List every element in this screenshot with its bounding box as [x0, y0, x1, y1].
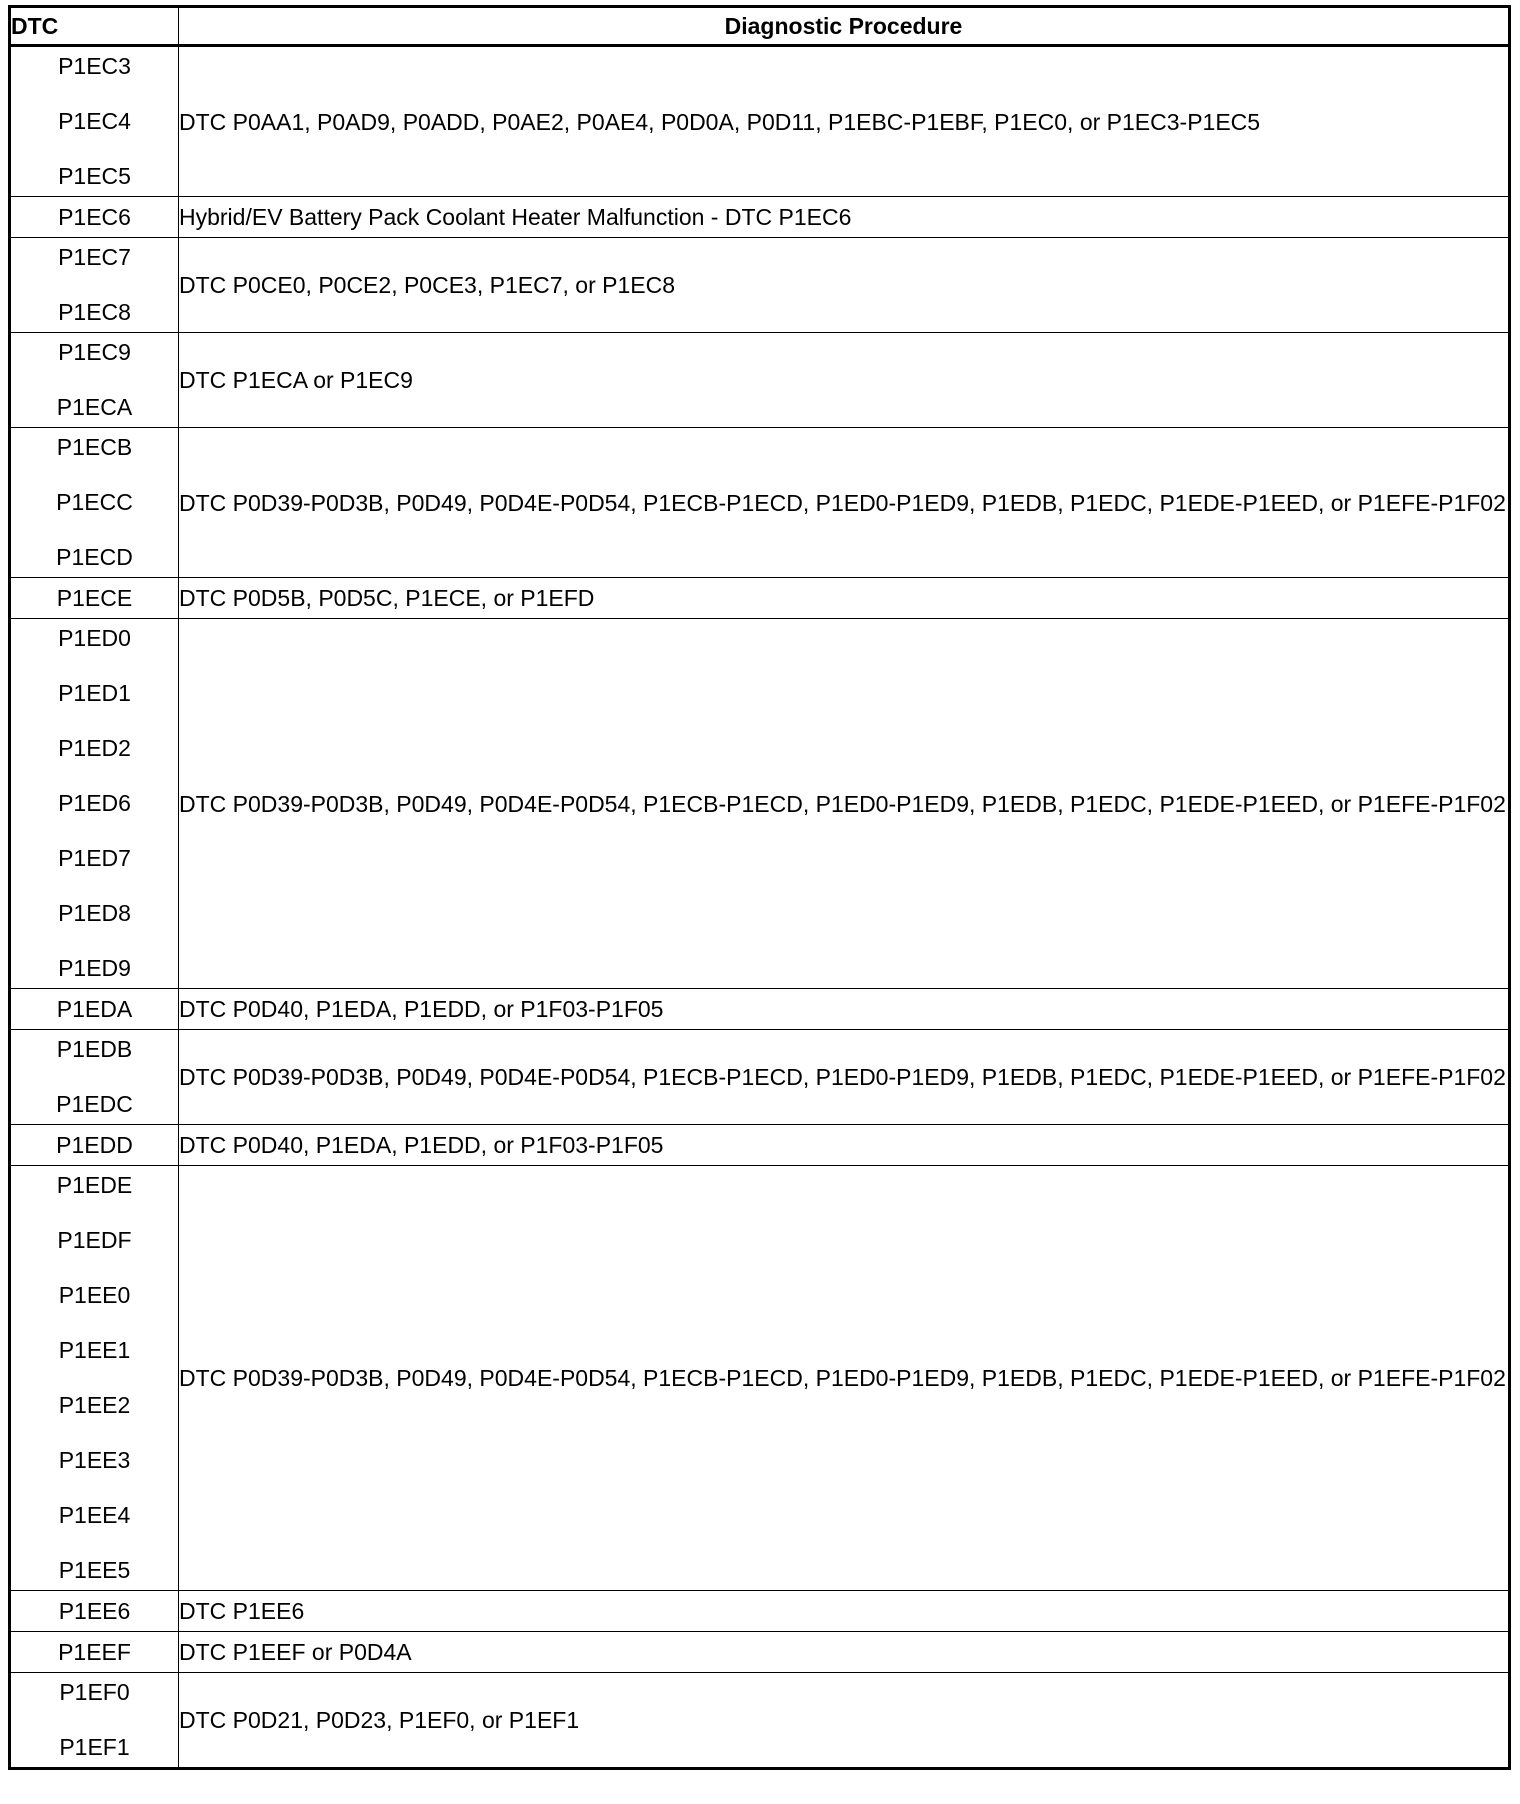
table-row: [10, 578, 1510, 619]
dtc-codes-cell: [10, 1673, 179, 1769]
dtc-code: P1EC6: [58, 204, 131, 230]
dtc-code: P1ED2: [58, 735, 131, 761]
dtc-code: P1EDF: [57, 1227, 132, 1253]
table-row: [10, 46, 1510, 197]
dtc-code: P1EE2: [58, 1392, 131, 1418]
table-body: [10, 46, 1510, 1769]
table-row: [10, 1166, 1510, 1591]
dtc-code: P1EF0: [59, 1679, 130, 1705]
header-row: [10, 7, 1510, 46]
table-row: [10, 1591, 1510, 1632]
dtc-code: P1ED0: [58, 625, 131, 651]
header-dtc: DTC: [10, 7, 179, 46]
table-row: [10, 1125, 1510, 1166]
diagnostic-procedure-cell: DTC P0D39-P0D3B, P0D49, P0D4E-P0D54, P1ECB-P1ECD, P1ED0-P1ED9, P1EDB, P1EDC, P1EDE-P1EED, or P1EFE-P1F02: [179, 1030, 1510, 1125]
diagnostic-procedure-cell: DTC P0D40, P1EDA, P1EDD, or P1F03-P1F05: [179, 989, 1510, 1030]
dtc-codes-cell: [10, 428, 179, 578]
dtc-codes-cell: [10, 238, 179, 333]
dtc-code: P1EDA: [56, 996, 133, 1022]
diagnostic-procedure-cell: DTC P0CE0, P0CE2, P0CE3, P1EC7, or P1EC8: [179, 238, 1510, 333]
header-diagnostic-procedure: Diagnostic Procedure: [179, 7, 1510, 46]
dtc-table: [8, 5, 1511, 1770]
dtc-code: P1EDE: [56, 1172, 133, 1198]
dtc-code: P1ED7: [58, 845, 131, 871]
table-row: [10, 1673, 1510, 1769]
table-row: [10, 238, 1510, 333]
dtc-code: P1ECB: [56, 434, 133, 460]
dtc-code: P1EDD: [56, 1132, 133, 1158]
diagnostic-procedure-cell: DTC P0D39-P0D3B, P0D49, P0D4E-P0D54, P1ECB-P1ECD, P1ED0-P1ED9, P1EDB, P1EDC, P1EDE-P1EED, or P1EFE-P1F02: [179, 1166, 1510, 1591]
dtc-code: P1ED9: [58, 955, 131, 981]
dtc-code: P1EC8: [58, 299, 131, 325]
diagnostic-procedure-cell: DTC P0D21, P0D23, P1EF0, or P1EF1: [179, 1673, 1510, 1769]
table-row: [10, 619, 1510, 989]
dtc-code: P1ECD: [56, 544, 133, 570]
table-row: [10, 989, 1510, 1030]
dtc-code: P1ECC: [56, 489, 133, 515]
diagnostic-procedure-cell: DTC P0AA1, P0AD9, P0ADD, P0AE2, P0AE4, P0D0A, P0D11, P1EBC-P1EBF, P1EC0, or P1EC3-P1EC5: [179, 46, 1510, 197]
dtc-codes-cell: [10, 619, 179, 989]
dtc-code: P1ED6: [58, 790, 131, 816]
diagnostic-procedure-cell: Hybrid/EV Battery Pack Coolant Heater Malfunction - DTC P1EC6: [179, 197, 1510, 238]
dtc-code: P1EE0: [58, 1282, 131, 1308]
dtc-code: P1EF1: [59, 1734, 130, 1760]
dtc-code: P1ED1: [58, 680, 131, 706]
dtc-code: P1EC4: [58, 108, 131, 134]
dtc-code: P1EDB: [56, 1036, 133, 1062]
dtc-code: P1EDC: [56, 1091, 133, 1117]
table-row: [10, 1632, 1510, 1673]
dtc-codes-cell: [10, 46, 179, 197]
dtc-code: P1EC7: [58, 244, 131, 270]
dtc-codes-cell: [10, 1591, 179, 1632]
dtc-codes-cell: [10, 1030, 179, 1125]
dtc-codes-cell: [10, 333, 179, 428]
table-row: [10, 197, 1510, 238]
dtc-code: P1EE5: [58, 1557, 131, 1583]
dtc-code: P1EEF: [58, 1639, 131, 1665]
dtc-code: P1EE1: [58, 1337, 131, 1363]
dtc-code: P1EE4: [58, 1502, 131, 1528]
diagnostic-procedure-cell: DTC P1EE6: [179, 1591, 1510, 1632]
diagnostic-procedure-cell: DTC P1ECA or P1EC9: [179, 333, 1510, 428]
diagnostic-procedure-cell: DTC P0D40, P1EDA, P1EDD, or P1F03-P1F05: [179, 1125, 1510, 1166]
table-row: [10, 333, 1510, 428]
dtc-code: P1EC5: [58, 163, 131, 189]
table-row: [10, 1030, 1510, 1125]
diagnostic-procedure-cell: DTC P0D5B, P0D5C, P1ECE, or P1EFD: [179, 578, 1510, 619]
dtc-codes-cell: [10, 1166, 179, 1591]
diagnostic-procedure-cell: DTC P1EEF or P0D4A: [179, 1632, 1510, 1673]
dtc-code: P1EC9: [58, 339, 131, 365]
dtc-code: P1EE6: [58, 1598, 131, 1624]
table-row: [10, 428, 1510, 578]
diagnostic-procedure-cell: DTC P0D39-P0D3B, P0D49, P0D4E-P0D54, P1ECB-P1ECD, P1ED0-P1ED9, P1EDB, P1EDC, P1EDE-P1EED, or P1EFE-P1F02: [179, 619, 1510, 989]
dtc-code: P1EC3: [58, 53, 131, 79]
dtc-code: P1EE3: [58, 1447, 131, 1473]
dtc-code: P1ECA: [56, 394, 133, 420]
dtc-code: P1ED8: [58, 900, 131, 926]
diagnostic-procedure-cell: DTC P0D39-P0D3B, P0D49, P0D4E-P0D54, P1ECB-P1ECD, P1ED0-P1ED9, P1EDB, P1EDC, P1EDE-P1EED, or P1EFE-P1F02: [179, 428, 1510, 578]
dtc-code: P1ECE: [56, 585, 133, 611]
